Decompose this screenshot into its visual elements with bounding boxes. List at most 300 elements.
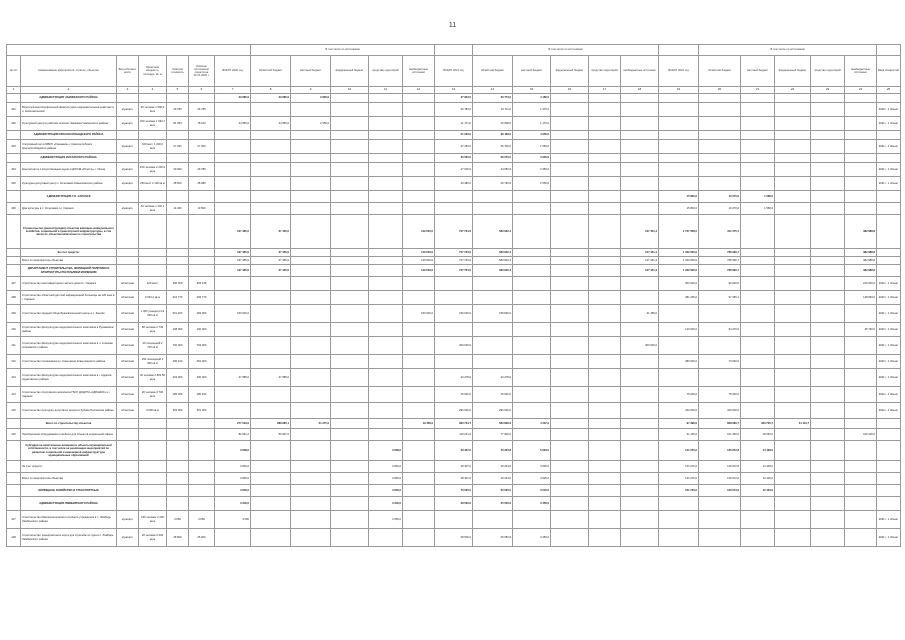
table-cell: областная (117, 323, 139, 337)
table-row (7, 163, 901, 177)
table-cell (621, 323, 659, 337)
table-row (7, 257, 901, 265)
table-cell (369, 191, 403, 203)
table-cell (331, 140, 369, 154)
table-cell (251, 355, 291, 369)
table-cell: 205 770 (189, 291, 215, 305)
table-row (7, 191, 901, 203)
table-cell: 94 270,0 (699, 323, 741, 337)
table-cell: 580 902,4 (473, 265, 513, 277)
table-cell (331, 369, 369, 387)
table-cell: 3 050 (189, 511, 215, 529)
table-row (7, 429, 901, 441)
table-cell (775, 277, 811, 291)
table-cell (589, 117, 621, 131)
table-cell (117, 497, 139, 511)
table-cell (291, 337, 331, 355)
table-cell: 11 171,0 (435, 117, 473, 131)
column-number: 19 (659, 87, 699, 94)
table-cell (551, 163, 589, 177)
table-cell (513, 305, 551, 323)
table-cell (167, 473, 189, 485)
table-cell (775, 485, 811, 497)
table-cell: 415 (7, 403, 21, 419)
table-cell: 19 458,0 (403, 419, 435, 429)
table-cell: 21 275,0 (291, 419, 331, 429)
table-cell (117, 419, 139, 429)
table-cell: 400 000 (189, 369, 215, 387)
row-name-cell: Дом культуры в с. Кочелаево г.о. Саранск (21, 203, 117, 215)
table-cell (331, 131, 369, 140)
table-cell: 960 734,7 (435, 419, 473, 429)
table-cell (741, 291, 775, 305)
table-cell: 100 073,0 (699, 485, 741, 497)
row-name-cell: За счет средств: (21, 249, 117, 257)
table-cell (331, 441, 369, 461)
table-cell: 580 902,4 (473, 215, 513, 249)
table-cell (589, 429, 621, 441)
table-cell: 210 770 (167, 291, 189, 305)
table-cell: 127 451,4 (621, 249, 659, 257)
table-cell (811, 441, 845, 461)
table-cell: 28 500,0 (435, 497, 473, 511)
table-cell: 768 390,7 (699, 265, 741, 277)
table-cell (621, 441, 659, 461)
table-cell: 25 050,0 (473, 497, 513, 511)
table-row (7, 323, 901, 337)
table-cell (877, 191, 901, 203)
table-cell (435, 323, 473, 337)
table-cell: 150 000,0 (435, 305, 473, 323)
table-cell: 24 956,0 (215, 117, 251, 131)
table-cell (811, 461, 845, 473)
table-cell (811, 419, 845, 429)
table-cell (403, 191, 435, 203)
table-cell: 182 350 (189, 305, 215, 323)
table-cell (7, 257, 21, 265)
table-cell (369, 215, 403, 249)
table-cell (117, 154, 139, 163)
table-cell: 490 100 (167, 355, 189, 369)
column-header: ВСЕГО 2020 год (215, 56, 251, 87)
table-cell (513, 337, 551, 355)
table-cell (699, 305, 741, 323)
table-cell (741, 323, 775, 337)
row-name-cell: Строительство спортивного комплекса ГБОУ ДОД РМ «СДЮШОР» в г. Саранск (21, 387, 117, 403)
table-cell (741, 94, 775, 103)
table-cell (513, 277, 551, 291)
table-cell (589, 154, 621, 163)
table-cell: 28 500 (167, 177, 189, 191)
column-number: 11 (369, 87, 403, 94)
table-cell: 250 мест 2 100 кв.м (139, 177, 167, 191)
table-cell (7, 441, 21, 461)
table-cell (369, 103, 403, 117)
table-cell (251, 323, 291, 337)
table-cell: 1 322 600,0 (659, 249, 699, 257)
table-cell (291, 461, 331, 473)
table-cell (403, 94, 435, 103)
table-cell (741, 140, 775, 154)
column-header: средства территорий (589, 56, 621, 87)
table-cell (845, 177, 877, 191)
table-cell (621, 369, 659, 387)
column-header: федеральный бюджет (775, 56, 811, 87)
table-cell (877, 249, 901, 257)
table-cell (811, 429, 845, 441)
table-cell (403, 473, 435, 485)
table-cell (7, 473, 21, 485)
table-cell (775, 265, 811, 277)
table-cell (215, 403, 251, 419)
table-cell (291, 277, 331, 291)
table-cell: 150 000,0 (403, 305, 435, 323)
table-cell: 2021 г. 1 объект (877, 511, 901, 529)
table-cell (117, 441, 139, 461)
table-cell (403, 177, 435, 191)
table-cell (775, 355, 811, 369)
table-cell: 13 500 (189, 203, 215, 215)
column-header-row (7, 56, 901, 87)
table-cell (659, 154, 699, 163)
table-cell (251, 191, 291, 203)
budget-table (6, 44, 901, 547)
table-cell (775, 103, 811, 117)
table-cell (551, 215, 589, 249)
table-cell: 15 000,0 (473, 387, 513, 403)
table-cell: 20 783,0 (435, 103, 473, 117)
column-header: № п/п (7, 56, 21, 87)
column-header: ВСЕГО 2021 год (435, 56, 473, 87)
table-cell: 60 000,0 (473, 485, 513, 497)
table-cell: 167 485,0 (215, 215, 251, 249)
table-cell (551, 291, 589, 305)
table-cell (845, 140, 877, 154)
table-cell (621, 291, 659, 305)
table-cell (513, 203, 551, 215)
table-cell: 15 000,0 (435, 387, 473, 403)
table-cell: муницип. (117, 529, 139, 547)
table-cell (7, 131, 21, 140)
table-cell (811, 265, 845, 277)
table-cell (775, 387, 811, 403)
table-cell: муницип. (117, 511, 139, 529)
table-cell: 47 985,0 (215, 369, 251, 387)
table-cell: 3 846,0 (369, 485, 403, 497)
column-number: 13 (435, 87, 473, 94)
table-cell (551, 103, 589, 117)
table-cell (551, 249, 589, 257)
table-cell (775, 154, 811, 163)
table-cell (215, 529, 251, 547)
table-row (7, 355, 901, 369)
table-cell: муницип. (117, 203, 139, 215)
table-cell (621, 485, 659, 497)
table-cell (621, 163, 659, 177)
table-cell (811, 291, 845, 305)
table-cell (811, 277, 845, 291)
table-cell (473, 203, 513, 215)
table-cell: 1 322 600,0 (659, 257, 699, 265)
table-cell: 2 800,0 (291, 94, 331, 103)
table-cell (291, 429, 331, 441)
table-cell: 406 (7, 203, 21, 215)
table-cell (139, 419, 167, 429)
table-cell (215, 203, 251, 215)
column-header: местный бюджет (291, 56, 331, 87)
table-cell (291, 497, 331, 511)
table-cell (435, 355, 473, 369)
group-label: В том числе по источникам (251, 45, 435, 56)
row-name-cell: Субсидии на капитальные вложения в объекты муниципальной собственности, в том числе на реализацию мероприятий по развитию социальной и инженерной инфраструктуры муниципальных образований (21, 441, 117, 461)
table-cell: 1 000 учащихся 12 000 кв.м (139, 305, 167, 323)
table-cell (215, 323, 251, 337)
table-cell (215, 154, 251, 163)
row-name-cell: ЖИЛИЩНОЕ ХОЗЯЙСТВО И ТРАНСПОРТНЫЕ (21, 485, 117, 497)
table-cell (741, 265, 775, 277)
table-cell: 408 (7, 291, 21, 305)
table-cell (331, 117, 369, 131)
table-cell (621, 191, 659, 203)
table-cell: 768 390,7 (699, 257, 741, 265)
table-cell: 127 451,4 (621, 265, 659, 277)
table-cell (369, 529, 403, 547)
row-name-cell: Строительство многоквартирного жилого дома в г. Саранск (21, 277, 117, 291)
table-cell (775, 497, 811, 511)
table-cell (551, 387, 589, 403)
table-cell: муницип. (117, 140, 139, 154)
table-cell (435, 203, 473, 215)
table-cell (473, 291, 513, 305)
table-cell (117, 191, 139, 203)
table-cell: 402 (7, 117, 21, 131)
table-cell: 4 950,0 (513, 131, 551, 140)
table-cell (775, 203, 811, 215)
table-cell: 2022 г. 1 объект (877, 323, 901, 337)
row-name-cell: Культурно-досуговый центр с. Кочелаево Ковылкинского района (21, 177, 117, 191)
table-cell: 1 170,0 (513, 117, 551, 131)
table-cell (775, 257, 811, 265)
table-cell (473, 511, 513, 529)
table-cell (139, 257, 167, 265)
table-cell (291, 369, 331, 387)
table-cell: 380 000,0 (659, 355, 699, 369)
table-cell (513, 323, 551, 337)
table-cell (699, 369, 741, 387)
table-cell (331, 485, 369, 497)
table-cell (369, 117, 403, 131)
table-cell (215, 337, 251, 355)
table-cell: 29 480,0 (435, 177, 473, 191)
table-cell: областная (117, 387, 139, 403)
table-cell (513, 387, 551, 403)
table-cell (251, 387, 291, 403)
table-cell (403, 117, 435, 131)
table-cell (251, 305, 291, 323)
table-cell (659, 305, 699, 323)
table-cell: 14 108,0 (741, 461, 775, 473)
table-cell (845, 529, 877, 547)
table-cell (331, 249, 369, 257)
table-cell (741, 529, 775, 547)
table-cell: 418 (7, 529, 21, 547)
table-cell (845, 337, 877, 355)
table-cell: 30 000,0 (435, 154, 473, 163)
table-cell (513, 191, 551, 203)
table-cell: 40 223,8 (473, 461, 513, 473)
table-cell (331, 277, 369, 291)
table-cell (403, 323, 435, 337)
table-cell (291, 323, 331, 337)
table-cell: 126 972,8 (699, 461, 741, 473)
table-cell (331, 265, 369, 277)
table-cell (845, 473, 877, 485)
table-cell: 28 080 (189, 177, 215, 191)
table-cell (167, 497, 189, 511)
table-cell: 37 843,0 (435, 94, 473, 103)
table-cell: 320 человек 1 694,7 кв.м (139, 117, 167, 131)
table-cell (551, 441, 589, 461)
table-cell (741, 511, 775, 529)
table-cell: 67 456,0 (251, 265, 291, 277)
table-cell (741, 403, 775, 419)
table-cell (551, 203, 589, 215)
row-name-cell: АДМИНИСТРАЦИЯ ЛЯМБИРСКОГО РАЙОНА (21, 497, 117, 511)
table-cell (331, 461, 369, 473)
table-row (7, 473, 901, 485)
table-cell: 97 265,1 (699, 291, 741, 305)
table-cell (403, 511, 435, 529)
table-cell (699, 497, 741, 511)
table-cell: 67 456,0 (251, 249, 291, 257)
table-row (7, 94, 901, 103)
table-cell (659, 94, 699, 103)
table-cell (189, 441, 215, 461)
table-cell (551, 265, 589, 277)
table-row (7, 154, 901, 163)
column-header: областной бюджет (473, 56, 513, 87)
column-header: федеральный бюджет (331, 56, 369, 87)
table-cell (551, 369, 589, 387)
table-cell (589, 485, 621, 497)
table-cell (811, 103, 845, 117)
table-cell: муницип. (117, 103, 139, 117)
table-cell (589, 265, 621, 277)
table-row (7, 177, 901, 191)
table-cell (167, 265, 189, 277)
table-cell (369, 154, 403, 163)
table-cell (775, 511, 811, 529)
table-cell: 44 113,7 (775, 419, 811, 429)
table-cell (291, 215, 331, 249)
table-cell (775, 473, 811, 485)
table-cell (589, 529, 621, 547)
table-cell (741, 163, 775, 177)
table-cell (659, 131, 699, 140)
table-row (7, 265, 901, 277)
table-cell (811, 497, 845, 511)
column-header: Освоено источником средств на 01.01.2020 г. (189, 56, 215, 87)
table-cell (215, 177, 251, 191)
table-cell: 14 400 (167, 203, 189, 215)
table-cell (551, 154, 589, 163)
table-cell (513, 355, 551, 369)
table-cell (369, 419, 403, 429)
table-cell: областная (117, 369, 139, 387)
table-cell (369, 203, 403, 215)
table-cell: 2020 г. 1 объект (877, 103, 901, 117)
table-cell: 2021 г. 1 объект (877, 177, 901, 191)
table-cell (621, 131, 659, 140)
table-cell (513, 511, 551, 529)
table-cell (621, 94, 659, 103)
table-row (7, 419, 901, 429)
column-header: Сметная стоимость (167, 56, 189, 87)
group-label: В том числе по источникам (473, 45, 659, 56)
row-name-cell: За счет средств: (21, 461, 117, 473)
table-cell: 14 100,0 (741, 473, 775, 485)
table-cell (117, 257, 139, 265)
table-cell (167, 94, 189, 103)
table-cell: 25 050,0 (473, 529, 513, 547)
table-cell (589, 497, 621, 511)
table-cell (7, 265, 21, 277)
table-cell: 3 846,0 (369, 461, 403, 473)
table-cell (167, 485, 189, 497)
table-cell (291, 441, 331, 461)
table-cell (291, 249, 331, 257)
table-cell (291, 265, 331, 277)
table-cell (811, 203, 845, 215)
table-cell (117, 429, 139, 441)
table-cell: 20 человек 2 000 кв.м (139, 529, 167, 547)
table-row (7, 305, 901, 323)
table-cell: 29 685,0 (251, 94, 291, 103)
table-cell: 300 000 (167, 277, 189, 291)
table-cell (369, 291, 403, 305)
table-cell: 21 458,0 (621, 305, 659, 323)
table-cell (331, 154, 369, 163)
table-cell (215, 277, 251, 291)
table-cell: 15 800,0 (659, 191, 699, 203)
table-cell: 702 000 (189, 337, 215, 355)
table-cell: 580 902,4 (473, 249, 513, 257)
table-cell (589, 305, 621, 323)
table-row (7, 485, 901, 497)
table-cell (877, 94, 901, 103)
column-number: 1 (7, 87, 21, 94)
table-cell (369, 355, 403, 369)
table-cell: 3 346,0 (369, 497, 403, 511)
column-number: 7 (215, 87, 251, 94)
table-cell: 413 (7, 369, 21, 387)
table-cell (403, 140, 435, 154)
table-cell: 100 мест 1 200,0 кв.м (139, 140, 167, 154)
table-cell: 727 764,0 (435, 249, 473, 257)
table-cell: 67 456,0 (251, 257, 291, 265)
table-cell: 49 307,0 (435, 441, 473, 461)
table-row (7, 403, 901, 419)
table-cell (811, 215, 845, 249)
table-cell (551, 355, 589, 369)
table-body (7, 94, 901, 547)
table-cell (659, 163, 699, 177)
table-cell (775, 323, 811, 337)
row-name-cell: АДМИНИСТРАЦИЯ КРАСНОСЛОБОДСКОГО РАЙОНА (21, 131, 117, 140)
row-name-cell: Строительство областной детской инфекционной больницы на 120 коек в г. Саранск (21, 291, 117, 305)
table-cell (877, 257, 901, 265)
table-cell: 81 053 (167, 117, 189, 131)
